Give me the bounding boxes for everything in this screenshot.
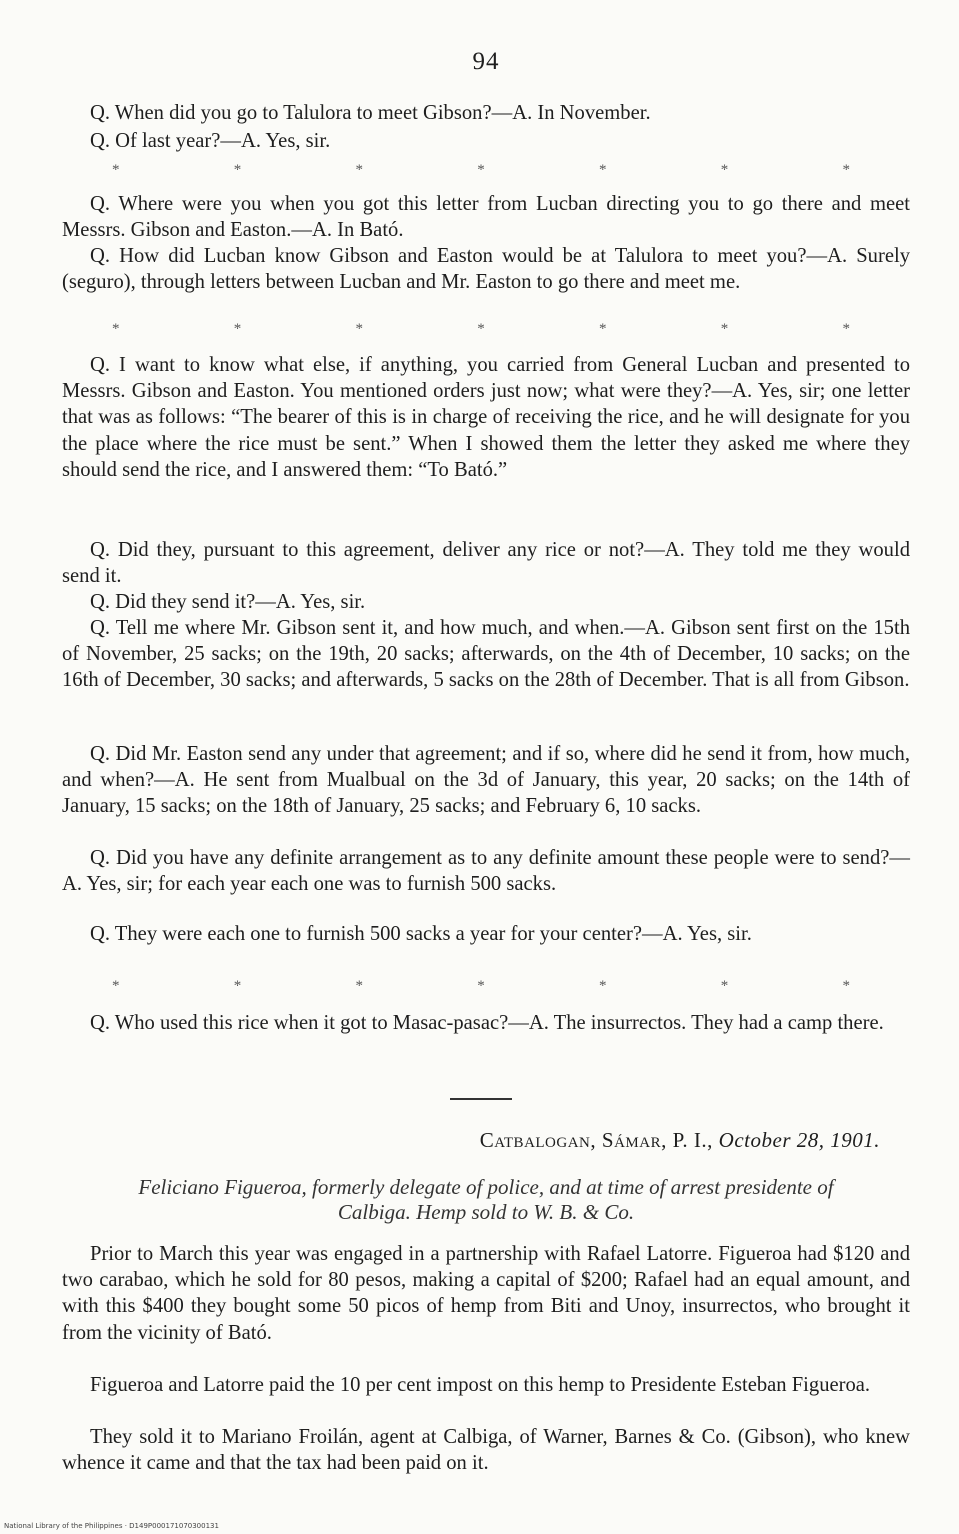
- dateline-date: October 28, 1901.: [718, 1128, 880, 1152]
- star: *: [112, 978, 120, 994]
- star: *: [477, 162, 485, 178]
- qa-paragraph-5: Q. I want to know what else, if anything, you carried from General Lucban and presented to Messrs. Gibson and Easton. You mentioned orders just now; what were they?—A. Yes, sir; one letter that was as follows: “The bearer of this is in charge of receiving the rice, and he will designate for you the place where the rice must be sent.” When I showed them the letter they asked me where they should send the rice, and I answered them: “To Bató.”: [62, 354, 910, 481]
- star: *: [842, 978, 850, 994]
- star: *: [842, 321, 850, 337]
- qa-paragraph-11: Q. They were each one to furnish 500 sacks a year for your center?—A. Yes, sir.: [90, 923, 752, 945]
- qa-paragraph-7: Q. Did they send it?—A. Yes, sir.: [90, 591, 366, 613]
- star: *: [599, 321, 607, 337]
- qa-paragraph-1: Q. When did you go to Talulora to meet Gibson?—A. In November.: [90, 102, 651, 124]
- body-paragraph-1: Prior to March this year was engaged in a partnership with Rafael Latorre. Figueroa had $120 and two carabao, which he sold for 80 pesos, making a capital of $200; Rafael had an equal amount, and with this $400 they bought some 50 picos of hemp from Biti and Unoy, insurrectos, who brought it from the vicinity of Bató.: [62, 1243, 910, 1344]
- dateline: [480, 1128, 880, 1153]
- qa-paragraph-6: Q. Did they, pursuant to this agreement, deliver any rice or not?—A. They told me they would send it.: [62, 539, 910, 588]
- star: *: [112, 162, 120, 178]
- dateline-place: Catbalogan, Sámar, P. I.,: [479, 1128, 713, 1152]
- body-paragraph-2: Figueroa and Latorre paid the 10 per cent impost on this hemp to Presidente Esteban Figueroa.: [90, 1374, 871, 1396]
- scan-footer: National Library of the Philippines · D149P000171070300131: [4, 1522, 219, 1530]
- star: *: [477, 978, 485, 994]
- qa-paragraph-3: Q. Where were you when you got this letter from Lucban directing you to go there and meet Messrs. Gibson and Easton.—A. In Bató.: [62, 193, 910, 242]
- star: *: [112, 321, 120, 337]
- statement-caption: Feliciano Figueroa, formerly delegate of police, and at time of arrest presidente of Calbiga. Hemp sold to W. B. & Co.: [138, 1175, 834, 1224]
- star: *: [720, 162, 729, 178]
- qa-paragraph-12: Q. Who used this rice when it got to Masac-pasac?—A. The insurrectos. They had a camp there.: [90, 1012, 884, 1034]
- qa-paragraph-8: Q. Tell me where Mr. Gibson sent it, and how much, and when.—A. Gibson sent first on the 15th of November, 25 sacks; on the 19th, 20 sacks; afterwards, on the 4th of December, 10 sacks; on the 16th of December, 30 sacks; and afterwards, 5 sacks on the 28th of December. That is all from Gibson.: [62, 617, 910, 692]
- page-number: 94: [472, 48, 500, 75]
- qa-paragraph-2: Q. Of last year?—A. Yes, sir.: [90, 130, 331, 152]
- qa-paragraph-4: Q. How did Lucban know Gibson and Easton would be at Talulora to meet you?—A. Surely (seguro), through letters between Lucban and Mr. Easton to go there and meet me.: [62, 245, 910, 294]
- star: *: [599, 162, 607, 178]
- body-paragraph-3: They sold it to Mariano Froilán, agent at Calbiga, of Warner, Barnes & Co. (Gibson), who knew whence it came and that the tax had been paid on it.: [62, 1426, 910, 1475]
- star: *: [720, 978, 729, 994]
- star: *: [233, 978, 242, 994]
- qa-paragraph-9: Q. Did Mr. Easton send any under that agreement; and if so, where did he send it from, how much, and when?—A. He sent from Mualbual on the 3d of January, this year, 20 sacks; on the 14th of January, 15 sacks; on the 18th of January, 25 sacks; and February 6, 10 sacks.: [62, 743, 910, 818]
- ellipsis-stars-2: [62, 321, 910, 338]
- qa-paragraph-10: Q. Did you have any definite arrangement as to any definite amount these people were to send?—A. Yes, sir; for each year each one was to furnish 500 sacks.: [62, 847, 910, 896]
- star: *: [233, 162, 242, 178]
- star: *: [720, 321, 729, 337]
- ellipsis-stars-3: [62, 978, 910, 995]
- star: *: [355, 978, 363, 994]
- star: *: [233, 321, 242, 337]
- star: *: [355, 321, 363, 337]
- section-divider: [450, 1098, 512, 1100]
- ellipsis-stars-1: [62, 162, 910, 179]
- star: *: [599, 978, 607, 994]
- star: *: [477, 321, 485, 337]
- star: *: [355, 162, 363, 178]
- star: *: [842, 162, 850, 178]
